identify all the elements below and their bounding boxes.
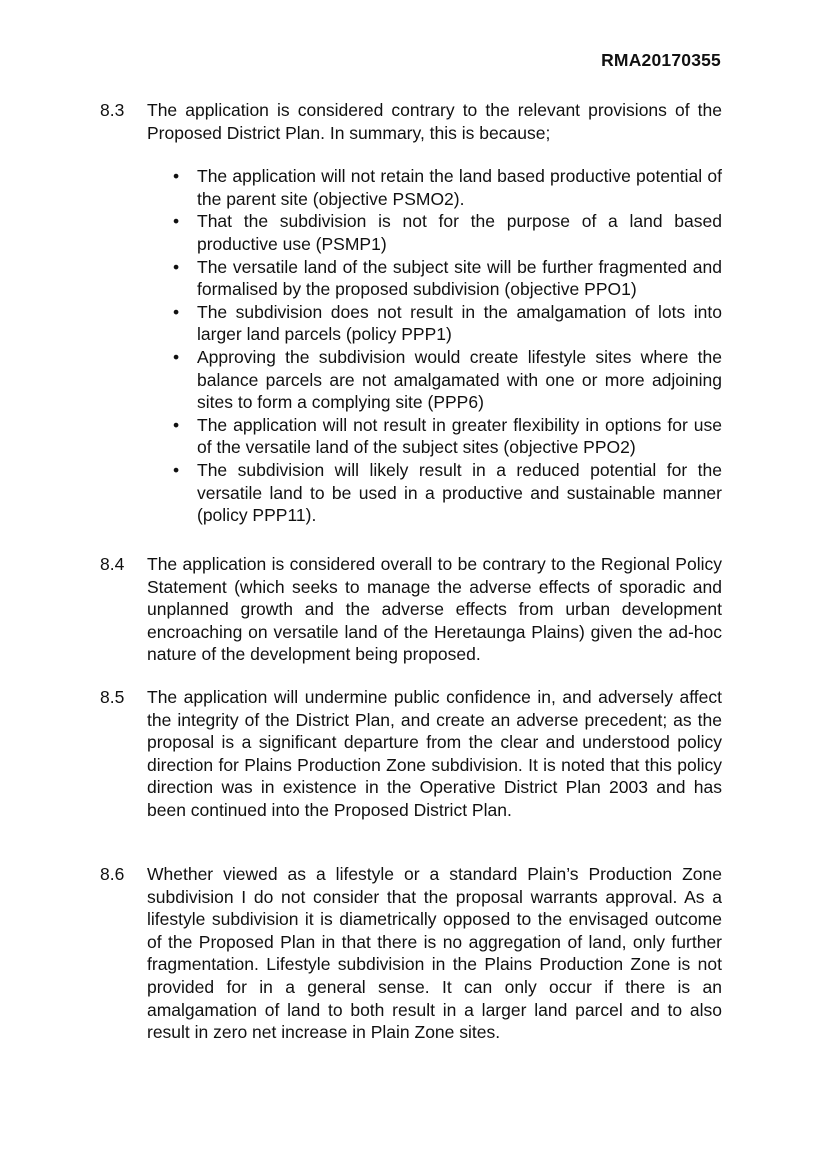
bullet-icon: • bbox=[173, 166, 180, 187]
document-reference: RMA20170355 bbox=[601, 50, 721, 70]
list-item: • The subdivision will likely result in a reduced potential for the versatile land to be used in a productive and sustainable manner (policy PPP11). bbox=[173, 459, 722, 526]
bullet-icon: • bbox=[173, 211, 180, 232]
paragraph-8-3 bbox=[100, 99, 722, 527]
list-item: • The application will not result in greater flexibility in options for use of the versatile land of the subject sites (objective PPO2) bbox=[173, 414, 722, 458]
bullet-icon: • bbox=[173, 256, 180, 277]
bullet-list bbox=[147, 165, 722, 527]
list-item: • Approving the subdivision would create lifestyle sites where the balance parcels are not amalgamated with one or more adjoining sites to form a complying site (PPP6) bbox=[173, 346, 722, 413]
paragraph-text: The application is considered overall to be contrary to the Regional Policy Statement (which seeks to manage the adverse effects of sporadic and unplanned growth and the adverse effects from urban development encroaching on versatile land of the Heretaunga Plains) given the ad-hoc nature of the development being proposed. bbox=[147, 554, 722, 665]
bullet-icon: • bbox=[173, 414, 180, 435]
paragraph-8-4 bbox=[100, 553, 722, 666]
list-item: • The application will not retain the land based productive potential of the parent site (objective PSMO2). bbox=[173, 166, 722, 209]
paragraph-number: 8.6 bbox=[100, 864, 125, 884]
list-item: • The subdivision does not result in the amalgamation of lots into larger land parcels (policy PPP1) bbox=[173, 301, 722, 345]
bullet-icon: • bbox=[173, 301, 180, 322]
paragraph-8-5 bbox=[100, 686, 722, 822]
bullet-icon: • bbox=[173, 459, 180, 480]
list-item: • The versatile land of the subject site will be further fragmented and formalised by the proposed subdivision (objective PPO1) bbox=[173, 256, 722, 300]
paragraph-text: The application will undermine public confidence in, and adversely affect the integrity of the District Plan, and create an adverse precedent; as the proposal is a significant departure from the clear and understood policy direction for Plains Production Zone subdivision. It is noted that this policy direction was in existence in the Operative District Plan 2003 and has been continued into the Proposed District Plan. bbox=[147, 687, 722, 820]
bullet-icon: • bbox=[173, 346, 180, 367]
paragraph-8-6 bbox=[100, 863, 722, 1044]
paragraph-number: 8.3 bbox=[100, 100, 125, 120]
paragraph-text: The application is considered contrary to the relevant provisions of the Proposed District Plan. In summary, this is because; bbox=[147, 100, 722, 143]
list-item: • That the subdivision is not for the purpose of a land based productive use (PSMP1) bbox=[173, 211, 722, 254]
paragraph-text: Whether viewed as a lifestyle or a standard Plain’s Production Zone subdivision I do not consider that the proposal warrants approval. As a lifestyle subdivision it is diametrically opposed to the envisaged outcome of the Proposed Plan in that there is no aggregation of land, only further fragmentation. Lifestyle subdivision in the Plains Production Zone is not provided for in a general sense. It can only occur if there is an amalgamation of land to both result in a larger land parcel and to also result in zero net increase in Plain Zone sites. bbox=[147, 864, 722, 1043]
paragraph-number: 8.4 bbox=[100, 554, 125, 574]
paragraph-number: 8.5 bbox=[100, 687, 125, 707]
